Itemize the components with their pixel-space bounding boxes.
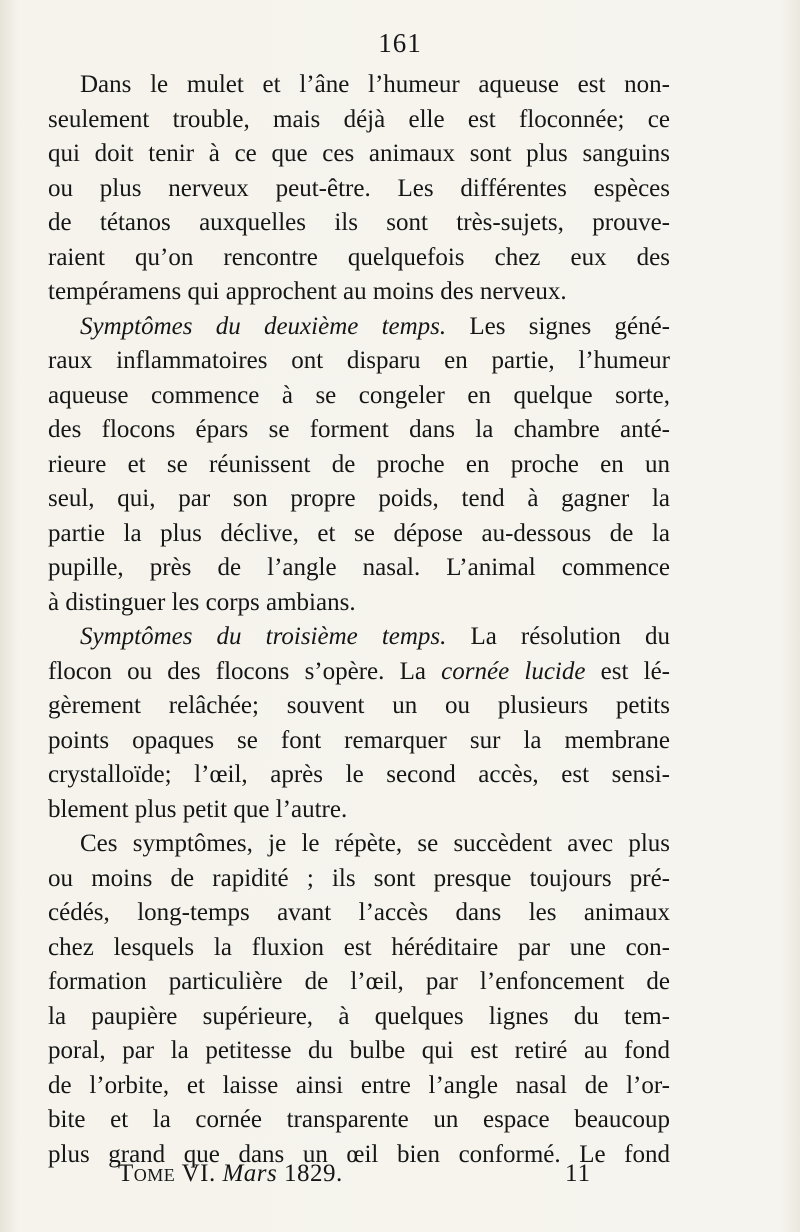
page-footer (0, 1160, 800, 1200)
text-segment: qui doit tenir à ce que ces animaux sont plus sanguins (48, 140, 670, 167)
text-line (48, 724, 670, 759)
text-segment: raux inflammatoires ont disparu en partie, l’humeur (48, 347, 670, 374)
year-label: 1829. (284, 1160, 343, 1187)
italic-text: cornée lucide (441, 657, 586, 685)
text-segment: ou moins de rapidité ; ils sont presque toujours pré- (48, 864, 670, 892)
text-line (48, 103, 670, 138)
text-segment: pupille, près de l’angle nasal. L’animal commence (48, 554, 670, 581)
text-line (48, 344, 670, 379)
text-segment: rieure et se réunissent de proche en proche en un (48, 450, 670, 478)
text-line (48, 551, 670, 586)
text-segment: points opaques se font remarquer sur la membrane (48, 726, 670, 754)
text-segment: cédés, long-temps avant l’accès dans les animaux (48, 899, 670, 926)
text-segment: tempéramens qui approchent au moins des nerveux. (48, 278, 567, 305)
text-line (48, 586, 670, 621)
text-line (48, 1069, 670, 1104)
text-line (48, 448, 670, 483)
page-number: 161 (378, 28, 422, 58)
tome-label: Tome VI. (118, 1160, 216, 1187)
text-line (48, 689, 670, 724)
signature-mark: 11 (565, 1160, 592, 1187)
text-line (48, 137, 670, 172)
text-segment: plus grand que dans un œil bien conformé. Le fond (48, 1140, 670, 1168)
text-segment: gèrement relâchée; souvent un ou plusieurs petits (48, 692, 670, 719)
text-line (48, 827, 670, 862)
text-line (48, 793, 670, 828)
text-line (48, 758, 670, 793)
text-line (48, 482, 670, 517)
text-line (48, 172, 670, 207)
text-segment: de tétanos auxquelles ils sont très-sujets, prouve- (48, 209, 670, 236)
text-line (48, 896, 670, 931)
italic-text: Symptômes du deuxième temps. (80, 312, 447, 340)
text-line (48, 655, 670, 690)
text-segment: poral, par la petitesse du bulbe qui est retiré au fond (48, 1037, 670, 1064)
text-segment: ou plus nerveux peut-être. Les différentes espèces (48, 174, 670, 202)
text-segment: crystalloïde; l’œil, après le second accès, est sensi- (48, 761, 670, 788)
text-line (48, 413, 670, 448)
text-segment: chez lesquels la fluxion est héréditaire par une con- (48, 933, 670, 961)
text-line (48, 68, 670, 103)
volume-imprint (118, 1160, 343, 1188)
italic-text: Symptômes du troisième temps. (80, 623, 447, 650)
text-segment: Dans le mulet et l’âne l’humeur aqueuse est non- (80, 71, 670, 98)
body-text (48, 68, 670, 1172)
text-line (48, 965, 670, 1000)
text-segment: aqueuse commence à se congeler en quelque sorte, (48, 381, 670, 409)
text-segment: partie la plus déclive, et se dépose au-dessous de la (48, 519, 670, 547)
text-segment: raient qu’on rencontre quelquefois chez eux des (48, 243, 670, 271)
text-segment: la paupière supérieure, à quelques lignes du tem- (48, 1002, 670, 1030)
text-segment: formation particulière de l’œil, par l’enfoncement de (48, 968, 670, 995)
text-line (48, 931, 670, 966)
text-line (48, 206, 670, 241)
text-line (48, 862, 670, 897)
text-line (48, 1000, 670, 1035)
text-line (48, 620, 670, 655)
text-segment: bite et la cornée transparente un espace beaucoup (48, 1106, 670, 1133)
text-segment: Ces symptômes, je le répète, se succèdent avec plus (80, 830, 670, 857)
text-segment: seulement trouble, mais déjà elle est floconnée; ce (48, 105, 670, 133)
text-line (48, 241, 670, 276)
text-line (48, 379, 670, 414)
text-segment: La résolution du (446, 623, 670, 650)
text-segment: de l’orbite, et laisse ainsi entre l’angle nasal de l’or- (48, 1071, 670, 1099)
text-segment: est lé- (585, 657, 670, 685)
text-line (48, 517, 670, 552)
text-segment: seul, qui, par son propre poids, tend à gagner la (48, 485, 670, 512)
text-line (48, 1034, 670, 1069)
text-segment: Les signes géné- (446, 312, 670, 340)
text-line (48, 1103, 670, 1138)
text-line (48, 310, 670, 345)
text-segment: blement plus petit que l’autre. (48, 795, 348, 823)
text-line (48, 275, 670, 310)
text-segment: des flocons épars se forment dans la chambre anté- (48, 416, 670, 443)
text-segment: à distinguer les corps ambians. (48, 588, 356, 616)
text-segment: flocon ou des flocons s’opère. La (48, 657, 442, 685)
month-label: Mars (222, 1160, 278, 1187)
